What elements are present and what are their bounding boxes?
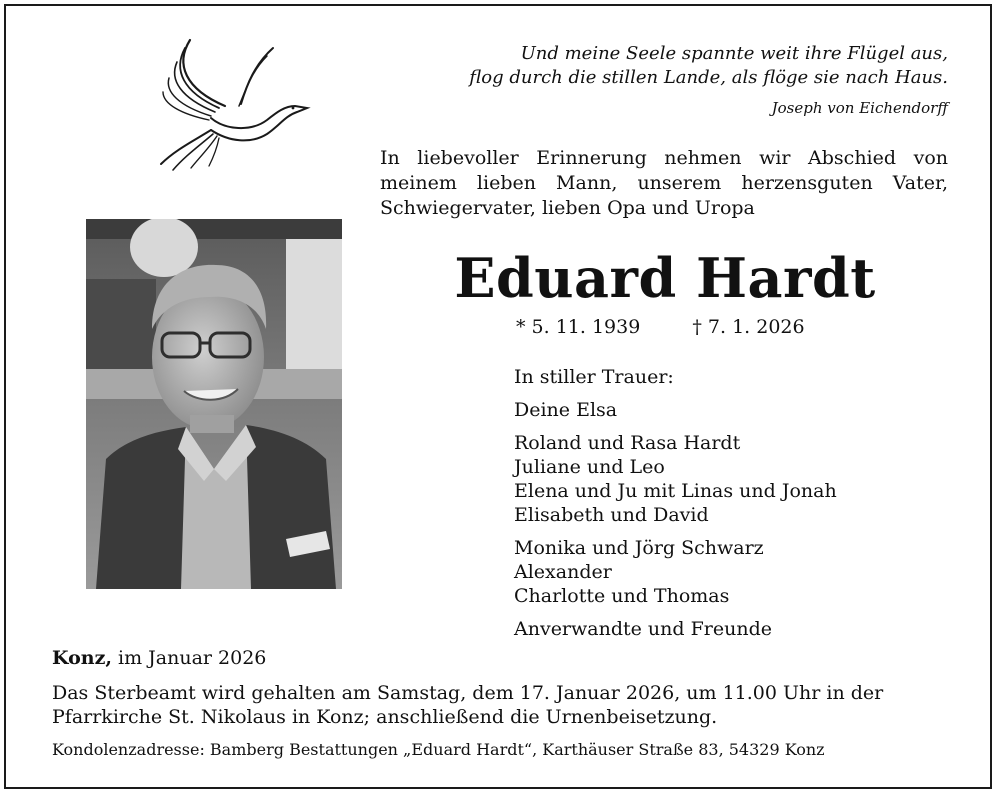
- mourner-group: [514, 536, 974, 608]
- quote-line-2: flog durch die stillen Lande, als flöge sie nach Haus.: [469, 67, 948, 88]
- condolence-address: Kondolenzadresse: Bamberg Bestattungen „Eduard Hardt“, Karthäuser Straße 83, 54329 Konz: [52, 740, 825, 759]
- mourner-group: [514, 431, 974, 527]
- mourner-name: Deine Elsa: [514, 399, 618, 421]
- mourner-name: Anverwandte und Freunde: [514, 618, 772, 640]
- death-date: † 7. 1. 2026: [692, 316, 805, 338]
- mourner-name: Alexander: [514, 561, 612, 583]
- place-date: im Januar 2026: [112, 647, 267, 669]
- place-town: Konz,: [52, 647, 112, 669]
- place-date-line: [52, 646, 266, 670]
- life-dates: [516, 315, 805, 339]
- mourner-group: [514, 617, 974, 641]
- mourner-name: Charlotte und Thomas: [514, 585, 730, 607]
- mourner-name: Monika und Jörg Schwarz: [514, 537, 764, 559]
- mourner-name: Elisabeth und David: [514, 504, 709, 526]
- mourner-name: Juliane und Leo: [514, 456, 665, 478]
- mourners-list: [514, 365, 974, 650]
- mourner-group: [514, 398, 974, 422]
- mourner-name: Elena und Ju mit Linas und Jonah: [514, 480, 837, 502]
- dove-icon: [155, 34, 315, 174]
- deceased-name: Eduard Hardt: [454, 246, 876, 310]
- intro-text: In liebevoller Erinnerung nehmen wir Abschied von meinem lieben Mann, unserem herzensguten Vater, Schwiegervater, lieben Opa und Uropa: [380, 147, 948, 219]
- birth-date: * 5. 11. 1939: [516, 316, 641, 338]
- quote-line-1: Und meine Seele spannte weit ihre Flügel aus,: [520, 43, 948, 64]
- mourner-name: Roland und Rasa Hardt: [514, 432, 741, 454]
- mourners-heading: In stiller Trauer:: [514, 366, 674, 388]
- poem-quote: [400, 42, 948, 120]
- portrait-photo: [86, 219, 342, 589]
- quote-author: Joseph von Eichendorff: [771, 99, 948, 117]
- service-announcement: Das Sterbeamt wird gehalten am Samstag, dem 17. Januar 2026, um 11.00 Uhr in der Pfarrkirche St. Nikolaus in Konz; anschließend die Urnenbeisetzung.: [52, 682, 884, 728]
